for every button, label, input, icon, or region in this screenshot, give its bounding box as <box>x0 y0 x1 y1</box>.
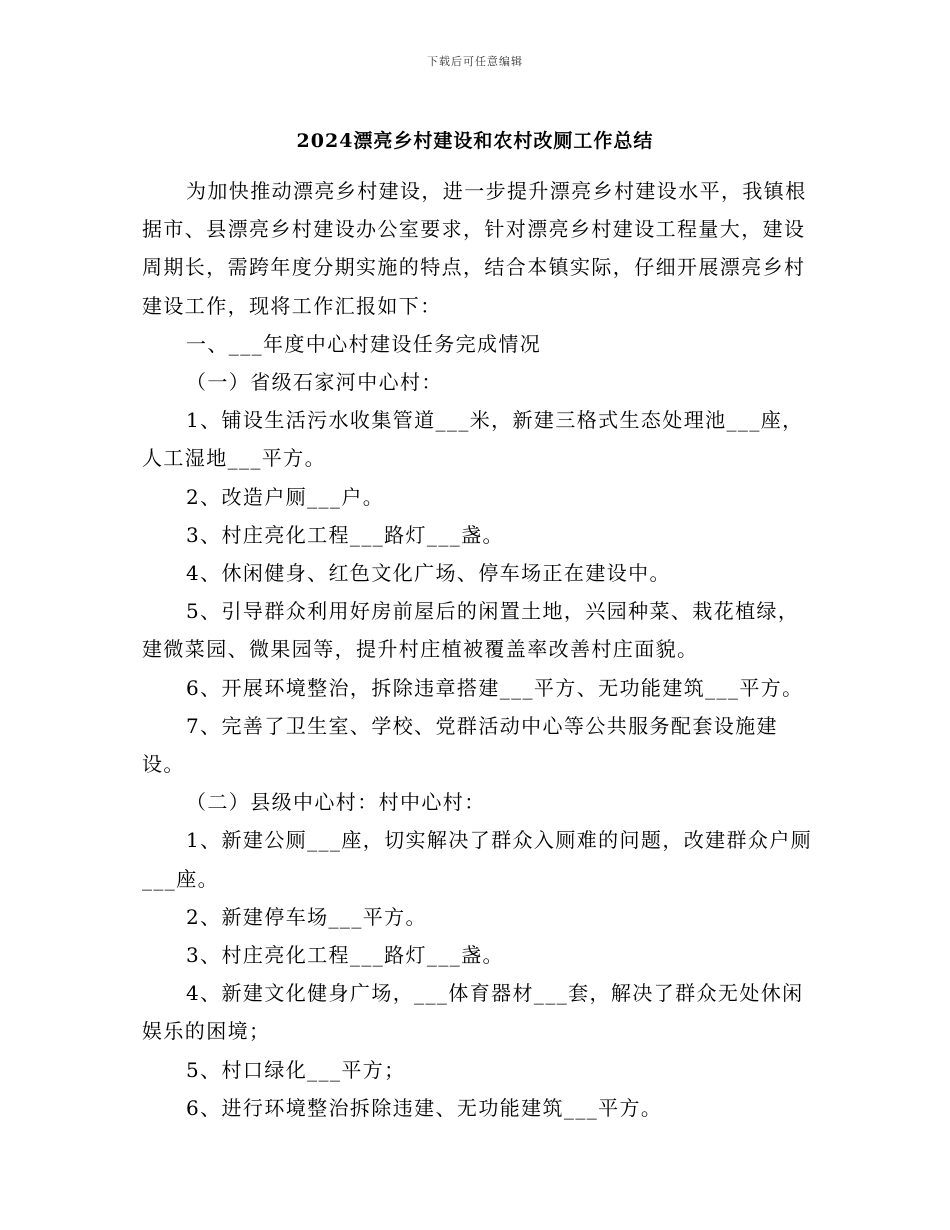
list-item: 6、开展环境整治，拆除违章搭建___平方、无功能建筑___平方。 <box>186 675 804 700</box>
list-item: 2、新建停车场___平方。 <box>186 904 427 929</box>
list-item: 4、休闲健身、红色文化广场、停车场正在建设中。 <box>186 561 671 586</box>
intro-paragraph: 为加快推动漂亮乡村建设，进一步提升漂亮乡村建设水平，我镇根据市、县漂亮乡村建设办公室要求，针对漂亮乡村建设工程量大，建设周期长，需跨年度分期实施的特点，结合本镇实际，仔细开展漂亮乡村建设工作，现将工作汇报如下： <box>142 179 807 318</box>
list-item: 1、新建公厕___座，切实解决了群众入厕难的问题，改建群众户厕___座。 <box>142 828 813 891</box>
list-item: 3、村庄亮化工程___路灯___盏。 <box>186 943 504 968</box>
list-item: 5、引导群众利用好房前屋后的闲置土地，兴园种菜、栽花植绿，建微菜园、微果园等，提升村庄植被覆盖率改善村庄面貌。 <box>142 599 800 662</box>
list-item: 4、新建文化健身广场，___体育器材___套，解决了群众无处休闲娱乐的困境； <box>142 981 804 1044</box>
document-title: 2024漂亮乡村建设和农村改厕工作总结 <box>296 130 654 152</box>
list-item: 7、完善了卫生室、学校、党群活动中心等公共服务配套设施建设。 <box>142 713 778 777</box>
document-body <box>142 172 814 1127</box>
page-header-note: 下载后可任意编辑 <box>427 55 523 68</box>
section-heading-1: 一、___年度中心村建设任务完成情况 <box>186 331 542 356</box>
subsection-heading-county: （二）县级中心村：村中心村： <box>186 790 486 815</box>
list-item: 6、进行环境整治拆除违建、无功能建筑___平方。 <box>186 1095 663 1120</box>
list-item: 2、改造户厕___户。 <box>186 484 385 509</box>
list-item: 3、村庄亮化工程___路灯___盏。 <box>186 522 504 547</box>
list-item: 1、铺设生活污水收集管道___米，新建三格式生态处理池___座，人工湿地___平方。 <box>142 408 804 471</box>
list-item: 5、村口绿化___平方； <box>186 1057 406 1082</box>
subsection-heading-provincial: （一）省级石家河中心村： <box>186 370 443 395</box>
